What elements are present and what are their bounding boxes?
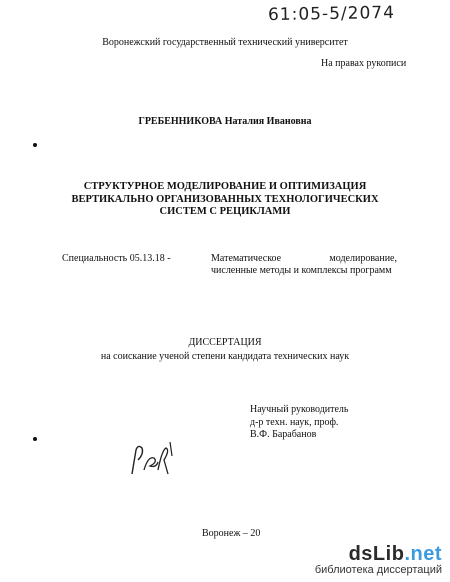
watermark-subtitle: библиотека диссертаций (314, 564, 442, 576)
scientific-advisor (250, 404, 349, 442)
advisor-line: д-р техн. наук, проф. (250, 416, 339, 428)
degree-line: на соискание ученой степени кандидата технических наук (100, 351, 350, 362)
title-line: СИСТЕМ С РЕЦИКЛАМИ (159, 206, 291, 217)
specialty-description: Математическое моделирование, численные методы и комплексы программ (211, 253, 397, 276)
university-name: Воронежский государственный технический университет (102, 37, 348, 48)
document-type: ДИССЕРТАЦИЯ (188, 337, 262, 348)
title-line: СТРУКТУРНОЕ МОДЕЛИРОВАНИЕ И ОПТИМИЗАЦИЯ (83, 181, 367, 192)
rights-note: На правах рукописи (321, 58, 407, 69)
margin-dot-bottom (33, 437, 37, 441)
author-name: ГРЕБЕННИКОВА Наталия Ивановна (138, 116, 312, 127)
dslib-watermark (315, 543, 442, 576)
specialty-code: Специальность 05.13.18 - (62, 253, 171, 264)
title-line: ВЕРТИКАЛЬНО ОРГАНИЗОВАННЫХ ТЕХНОЛОГИЧЕСКИХ (71, 193, 379, 205)
archive-stamp-number: 61:05-5/2074 (267, 2, 396, 26)
advisor-line: В.Ф. Барабанов (250, 429, 317, 440)
city-year: Воронеж – 20 (202, 528, 261, 539)
handwritten-signature (128, 440, 176, 480)
watermark-brand: dsLib.net (348, 543, 442, 565)
margin-dot-top (33, 143, 37, 147)
dissertation-title (0, 181, 450, 219)
advisor-line: Научный руководитель (250, 404, 349, 415)
